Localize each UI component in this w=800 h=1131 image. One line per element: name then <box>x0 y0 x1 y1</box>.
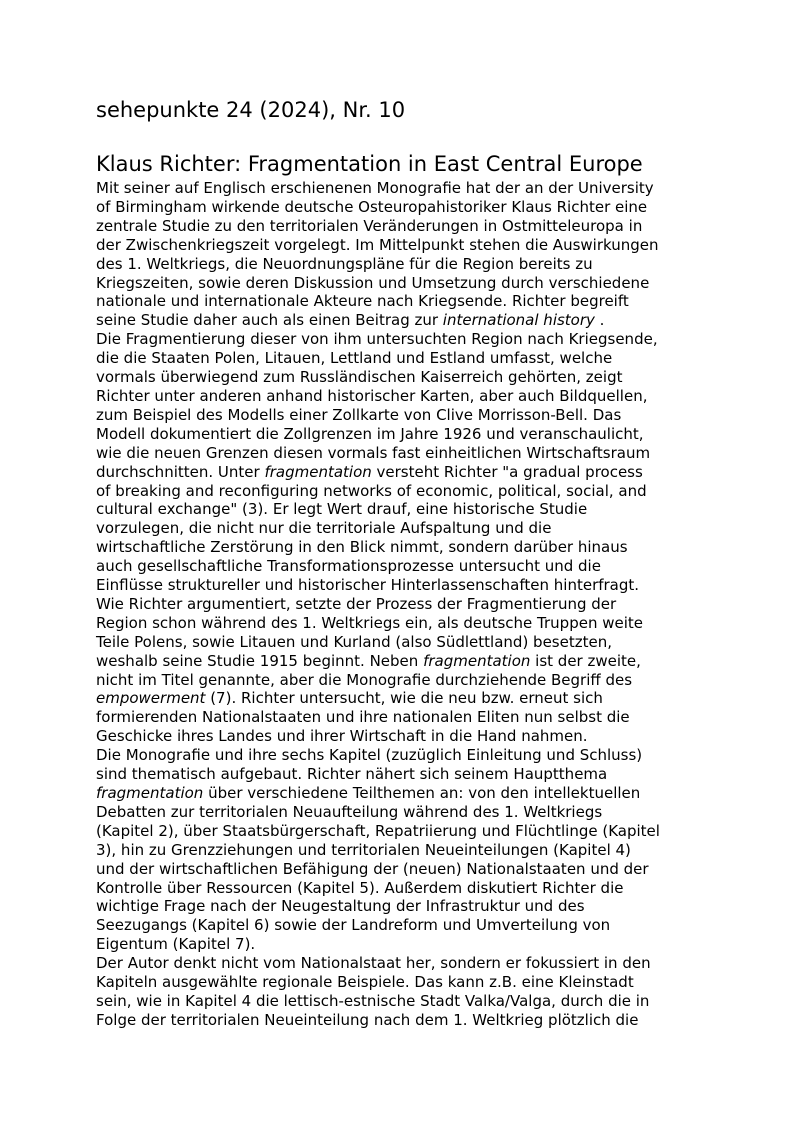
emphasized-term: fragmentation <box>96 784 204 802</box>
text-line: Einflüsse struktureller und historischer Hinterlassenschaften hinterfragt. <box>96 576 640 595</box>
text-line: und der wirtschaftlichen Befähigung der (neuen) Nationalstaaten und der <box>96 859 649 878</box>
text-run: weshalb seine Studie 1915 beginnt. Neben <box>96 651 424 670</box>
text-line: nicht im Titel genannte, aber die Monografie durchziehende Begriff des <box>96 670 633 689</box>
text-run: seine Studie daher auch als einen Beitrag zur <box>96 311 443 330</box>
text-line <box>96 784 716 803</box>
text-line: Teile Polens, sowie Litauen und Kurland (also Südlettland) besetzten, <box>96 632 612 651</box>
text-line: 3), hin zu Grenzziehungen und territorialen Neueinteilungen (Kapitel 4) <box>96 840 631 859</box>
text-line: of Birmingham wirkende deutsche Osteuropahistoriker Klaus Richter eine <box>96 197 648 216</box>
emphasized-term: fragmentation <box>423 651 531 670</box>
text-line: wichtige Frage nach der Neugestaltung der Infrastruktur und des <box>96 897 585 916</box>
text-line: Modell dokumentiert die Zollgrenzen im Jahre 1926 und veranschaulicht, <box>96 424 644 443</box>
text-line: formierenden Nationalstaaten und ihre nationalen Eliten nun selbst die <box>96 708 630 727</box>
text-line: auch gesellschaftliche Transformationsprozesse untersucht und die <box>96 557 601 576</box>
text-line: Richter unter anderen anhand historischer Karten, aber auch Bildquellen, <box>96 386 648 405</box>
text-line: Mit seiner auf Englisch erschienenen Monografie hat der an der University <box>96 179 654 197</box>
text-line: die die Staaten Polen, Litauen, Lettland und Estland umfasst, welche <box>96 349 613 368</box>
text-line: Folge der territorialen Neueinteilung nach dem 1. Weltkrieg plötzlich die <box>96 1010 639 1029</box>
text-line: zum Beispiel des Modells einer Zollkarte von Clive Morrisson-Bell. Das <box>96 405 622 424</box>
text-line: Der Autor denkt nicht vom Nationalstaat her, sondern er fokussiert in den <box>96 954 651 973</box>
document-page <box>96 96 716 1030</box>
text-run: über verschiedene Teilthemen an: von den intellektuellen <box>203 784 641 802</box>
text-line <box>96 689 716 708</box>
text-line: Die Fragmentierung dieser von ihm untersuchten Region nach Kriegsende, <box>96 330 658 349</box>
text-line: of breaking and reconfiguring networks of economic, political, social, and <box>96 481 647 500</box>
text-line <box>96 311 716 330</box>
text-line: vormals überwiegend zum Russländischen Kaiserreich gehörten, zeigt <box>96 368 623 387</box>
text-line: Seezugangs (Kapitel 6) sowie der Landreform und Umverteilung von <box>96 916 611 935</box>
text-line: Geschicke ihres Landes und ihrer Wirtschaft in die Hand nahmen. <box>96 727 588 746</box>
text-line: Kriegszeiten, sowie deren Diskussion und Umsetzung durch verschiedene <box>96 273 650 292</box>
text-run: ist der zweite, <box>530 651 641 670</box>
issue-heading: sehepunkte 24 (2024), Nr. 10 <box>96 98 406 122</box>
text-line: der Zwischenkriegszeit vorgelegt. Im Mittelpunkt stehen die Auswirkungen <box>96 235 659 254</box>
text-line: sind thematisch aufgebaut. Richter nähert sich seinem Hauptthema <box>96 765 608 784</box>
text-line: Region schon während des 1. Weltkriegs ein, als deutsche Truppen weite <box>96 613 644 632</box>
text-run: durchschnitten. Unter <box>96 462 265 481</box>
text-line: Wie Richter argumentiert, setzte der Prozess der Fragmentierung der <box>96 594 617 613</box>
text-run: (7). Richter untersucht, wie die neu bzw. erneut sich <box>205 689 603 708</box>
text-line: vorzulegen, die nicht nur die territoriale Aufspaltung und die <box>96 519 552 538</box>
text-line <box>96 463 716 482</box>
emphasized-term: empowerment <box>96 689 206 708</box>
emphasized-term: international history <box>442 311 595 330</box>
text-run: . <box>594 311 605 330</box>
emphasized-term: fragmentation <box>264 462 372 481</box>
text-line: Eigentum (Kapitel 7). <box>96 935 256 954</box>
text-line <box>96 652 716 671</box>
text-line: Kontrolle über Ressourcen (Kapitel 5). Außerdem diskutiert Richter die <box>96 878 624 897</box>
text-line: cultural exchange" (3). Er legt Wert drauf, eine historische Studie <box>96 500 588 519</box>
text-line: (Kapitel 2), über Staatsbürgerschaft, Repatriierung und Flüchtlinge (Kapitel <box>96 821 660 840</box>
text-line: zentrale Studie zu den territorialen Veränderungen in Ostmitteleuropa in <box>96 216 643 235</box>
text-line: wirtschaftliche Zerstörung in den Blick nimmt, sondern darüber hinaus <box>96 538 628 557</box>
text-line: nationale und internationale Akteure nach Kriegsende. Richter begreift <box>96 292 629 311</box>
text-line: Die Monografie und ihre sechs Kapitel (zuzüglich Einleitung und Schluss) <box>96 746 643 765</box>
text-run: versteht Richter "a gradual process <box>371 462 643 481</box>
article-body <box>96 178 716 1030</box>
text-line: Debatten zur territorialen Neuaufteilung während des 1. Weltkriegs <box>96 802 603 821</box>
text-line: sein, wie in Kapitel 4 die lettisch-estnische Stadt Valka/Valga, durch die in <box>96 991 650 1010</box>
text-line: des 1. Weltkriegs, die Neuordnungspläne für die Region bereits zu <box>96 254 593 273</box>
text-line: wie die neuen Grenzen diesen vormals fast einheitlichen Wirtschaftsraum <box>96 443 651 462</box>
article-title: Klaus Richter: Fragmentation in East Central Europe <box>96 152 643 176</box>
text-line: Kapiteln ausgewählte regionale Beispiele. Das kann z.B. eine Kleinstadt <box>96 973 634 992</box>
